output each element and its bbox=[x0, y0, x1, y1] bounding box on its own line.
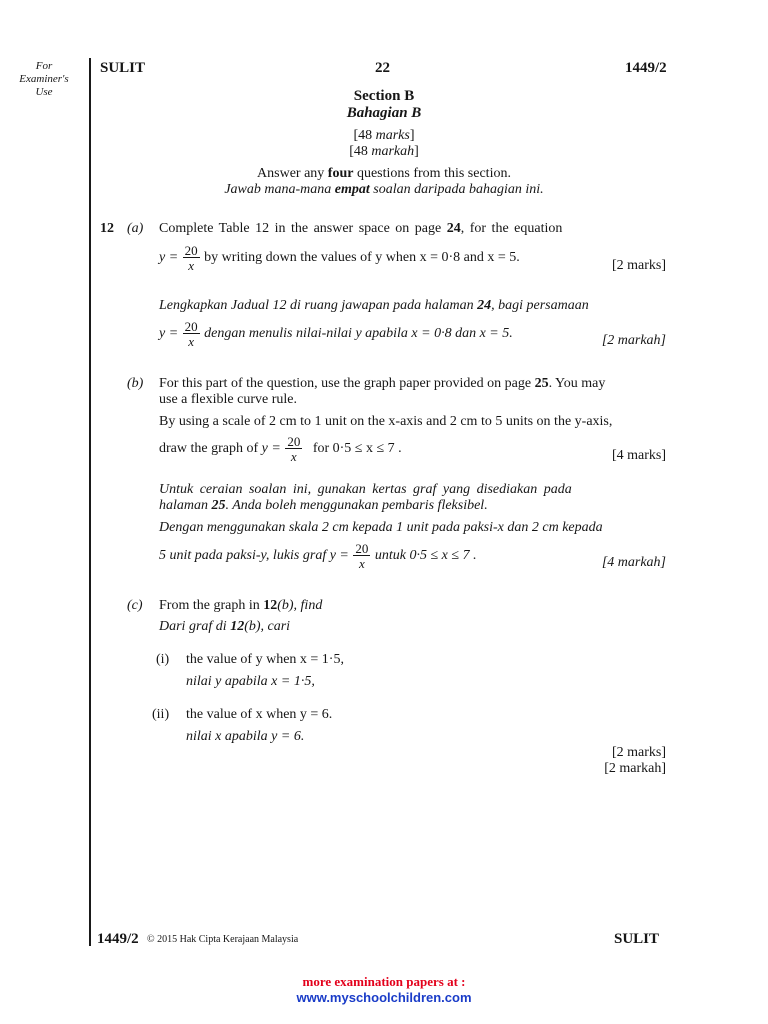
part-b-ms-marks: [4 markah] bbox=[601, 555, 666, 570]
part-b-en-line1: For this part of the question, use the graph paper provided on page 25. You may bbox=[159, 376, 606, 391]
part-a-en-line1: Complete Table 12 in the answer space on page 24, for the equation bbox=[159, 221, 563, 236]
part-b-label: (b) bbox=[127, 376, 144, 391]
part-b-ms-line2: halaman 25. Anda boleh menggunakan pembaris fleksibel. bbox=[159, 498, 488, 513]
margin-note-line2: Examiner's bbox=[19, 73, 69, 85]
promo-website-link[interactable]: www.myschoolchildren.com bbox=[296, 990, 472, 1005]
part-a-ms-line1: Lengkapkan Jadual 12 di ruang jawapan pada halaman 24, bagi persamaan bbox=[159, 298, 589, 313]
part-a-en-marks: [2 marks] bbox=[611, 258, 666, 273]
section-title: Section B bbox=[353, 88, 415, 104]
section-markah: [48 markah] bbox=[349, 144, 419, 159]
part-b-ms-line3: Dengan menggunakan skala 2 cm kepada 1 unit pada paksi-x dan 2 cm kepada bbox=[159, 520, 603, 535]
page-number: 22 bbox=[375, 60, 390, 76]
margin-note-line3: Use bbox=[35, 86, 53, 98]
margin-note-line1: For bbox=[35, 60, 53, 72]
section-marks: [48 marks] bbox=[353, 128, 415, 143]
part-b-ms-line1: Untuk ceraian soalan ini, gunakan kertas graf yang disediakan pada bbox=[159, 482, 572, 497]
part-c-i-label: (i) bbox=[156, 652, 170, 667]
part-b-en-marks: [4 marks] bbox=[611, 448, 666, 463]
part-b-ms-line4: 5 unit pada paksi-y, lukis graf y = $\frac{20}{x}$ untuk 0·5 ≤ x ≤ 7 . bbox=[159, 541, 477, 571]
part-b-en-line2: use a flexible curve rule. bbox=[159, 392, 297, 407]
part-c-marks: [2 marks] bbox=[611, 745, 666, 760]
header-sulit: SULIT bbox=[100, 60, 146, 76]
part-c-ii-label: (ii) bbox=[152, 707, 170, 722]
part-c-ii-ms: nilai x apabila y = 6. bbox=[186, 729, 305, 744]
paper-code: 1449/2 bbox=[625, 60, 667, 76]
section-instruction-ms: Jawab mana-mana empat soalan daripada bahagian ini. bbox=[224, 182, 544, 197]
equation-fraction: $\frac{20}{x}$ bbox=[184, 243, 198, 273]
part-c-ii-en: the value of x when y = 6. bbox=[186, 707, 333, 722]
question-number: 12 bbox=[100, 221, 114, 236]
section-instruction: Answer any four questions from this section. bbox=[257, 166, 511, 181]
part-c-i-en: the value of y when x = 1·5, bbox=[186, 652, 344, 667]
part-c-ms: Dari graf di 12(b), cari bbox=[159, 619, 291, 634]
part-c-en: From the graph in 12(b), find bbox=[159, 598, 323, 613]
promo-line: more examination papers at : bbox=[302, 974, 466, 989]
footer-copyright: © 2015 Hak Cipta Kerajaan Malaysia bbox=[147, 934, 299, 945]
part-c-i-ms: nilai y apabila x = 1·5, bbox=[186, 674, 315, 689]
part-a-en-line2: y = $\frac{20}{x}$ by writing down the values of y when x = 0·8 and x = 5. bbox=[159, 243, 520, 273]
part-c-markah: [2 markah] bbox=[604, 761, 666, 776]
part-a-label: (a) bbox=[127, 221, 144, 236]
equation-lhs: y = bbox=[159, 250, 179, 266]
part-a-ms-marks: [2 markah] bbox=[601, 333, 666, 348]
part-c-label: (c) bbox=[127, 598, 143, 613]
footer-code: 1449/2 bbox=[97, 931, 139, 947]
part-b-en-line4: draw the graph of y = $\frac{20}{x}$ for 0·5 ≤ x ≤ 7 . bbox=[159, 434, 402, 464]
footer-sulit: SULIT bbox=[614, 931, 660, 947]
section-title-ms: Bahagian B bbox=[346, 105, 422, 121]
part-b-en-line3: By using a scale of 2 cm to 1 unit on the x-axis and 2 cm to 5 units on the y-axis, bbox=[159, 414, 613, 429]
part-a-ms-line2: y = $\frac{20}{x}$ dengan menulis nilai-nilai y apabila x = 0·8 dan x = 5. bbox=[159, 319, 513, 349]
